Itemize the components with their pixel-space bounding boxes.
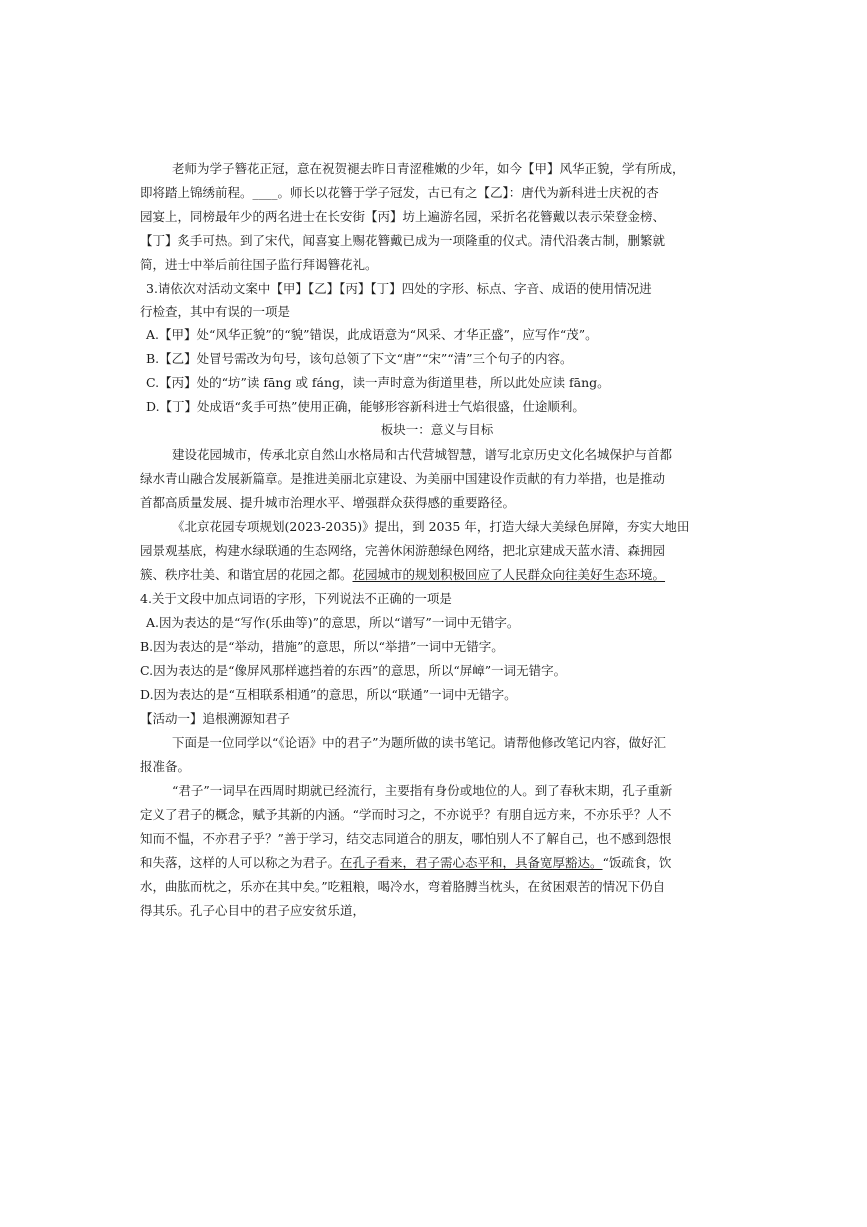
- activity-body-text: “饭疏食，饮: [602, 855, 672, 870]
- activity-body-text: 和失落，这样的人可以称之为君子。: [140, 855, 341, 870]
- question-3-option-a: A.【甲】处“风华正貌”的“貌”错误，此成语意为“风采、才华正盛”，应写作“茂”。: [146, 327, 598, 342]
- question-3-option-d: D.【丁】处成语“炙手可热”使用正确，能够形容新科进士气焰很盛，仕途顺利。: [146, 399, 585, 414]
- passage1-line: 老师为学子簪花正冠，意在祝贺褪去昨日青涩稚嫩的少年，如今【甲】风华正貌，学有所成，: [172, 161, 685, 176]
- activity-body-line: 定义了君子的概念，赋予其新的内涵。“学而时习之，不亦说乎？有朋自远方来，不亦乐乎？人不: [140, 807, 672, 822]
- question-3-option-c: C.【丙】处的“坊”读 fāng 或 fáng，读一声时意为街道里巷，所以此处应读 fāng。: [146, 375, 610, 390]
- question-3-stem: 行检查，其中有误的一项是: [140, 304, 291, 319]
- question-4-option-c: C.因为表达的是“像屏风那样遮挡着的东西”的意思，所以“屏嶂”一词无错字。: [140, 663, 567, 678]
- passage1-line: 【丁】炙手可热。到了宋代，闻喜宴上赐花簪戴已成为一项隆重的仪式。清代沿袭古制，删繁就: [140, 233, 666, 248]
- passage2-line: 建设花园城市，传承北京自然山水格局和古代营城智慧，谱写北京历史文化名城保护与首都: [172, 447, 673, 462]
- passage1-line: 即将踏上锦绣前程。____。师长以花簪于学子冠发，古已有之【乙】：唐代为新科进士庆祝的杏: [140, 185, 659, 200]
- question-3-stem: 3.请依次对活动文案中【甲】【乙】【丙】【丁】四处的字形、标点、字音、成语的使用情况进: [146, 281, 652, 296]
- question-4-option-d: D.因为表达的是“互相联系相通”的意思，所以“联通”一词中无错字。: [140, 687, 517, 702]
- passage2-text: 簇、秩序壮美、和谐宜居的花园之都。: [140, 567, 353, 582]
- question-3-option-b: B.【乙】处冒号需改为句号，该句总领了下文“唐”“宋”“清”三个句子的内容。: [146, 351, 573, 366]
- activity-body-line: 得其乐。孔子心目中的君子应安贫乐道，: [140, 903, 366, 918]
- activity-body-line: 知而不愠，不亦君子乎？”善于学习，结交志同道合的朋友，哪怕别人不了解自己，也不感到怨恨: [140, 831, 672, 846]
- underlined-sentence: 在孔子看来，君子需心态平和，具备宽厚豁达。: [340, 855, 603, 870]
- activity-intro-line: 下面是一位同学以“《论语》中的君子”为题所做的读书笔记。请帮他修改笔记内容，做好汇: [172, 735, 667, 750]
- passage2-line: [140, 564, 666, 586]
- question-4-stem: 4.关于文段中加点词语的字形，下列说法不正确的一项是: [140, 591, 452, 606]
- passage2-line: 绿水青山融合发展新篇章。是推进美丽北京建设、为美丽中国建设作贡献的有力举措，也是推动: [140, 471, 666, 486]
- activity-body-line: [140, 852, 672, 874]
- activity-body-line: 水，曲肱而枕之，乐亦在其中矣。”吃粗粮，喝冷水，弯着胳膊当枕头，在贫困艰苦的情况下仍自: [140, 879, 666, 894]
- question-4-option-b: B.因为表达的是“举动，措施”的意思，所以“举措”一词中无错字。: [140, 639, 504, 654]
- section-heading: 板块一：意义与目标: [380, 422, 494, 437]
- question-4-option-a: A.因为表达的是“写作(乐曲等)”的意思，所以“谱写”一词中无错字。: [146, 615, 520, 630]
- activity-intro-line: 报准备。: [140, 759, 191, 774]
- activity-body-line: “君子”一词早在西周时期就已经流行，主要指有身份或地位的人。到了春秋末期，孔子重新: [172, 783, 673, 798]
- passage1-line: 简，进士中举后前往国子监行拜谒簪花礼。: [140, 257, 378, 272]
- activity-heading: 【活动一】追根溯源知君子: [140, 711, 291, 726]
- passage1-line: 园宴上，同榜最年少的两名进士在长安街【丙】坊上遍游名园，采折名花簪戴以表示荣登金榜、: [140, 209, 666, 224]
- passage2-line: 《北京花园专项规划(2023-2035)》提出，到 2035 年，打造大绿大美绿色屏障，夯实大地田: [172, 519, 690, 534]
- passage2-line: 首都高质量发展、提升城市治理水平、增强群众获得感的重要路径。: [140, 495, 516, 510]
- underlined-sentence: 花园城市的规划积极回应了人民群众向往美好生态环境。: [352, 567, 666, 582]
- passage2-line: 园景观基底，构建水绿联通的生态网络，完善休闲游憩绿色网络，把北京建成天蓝水清、森拥园: [140, 543, 666, 558]
